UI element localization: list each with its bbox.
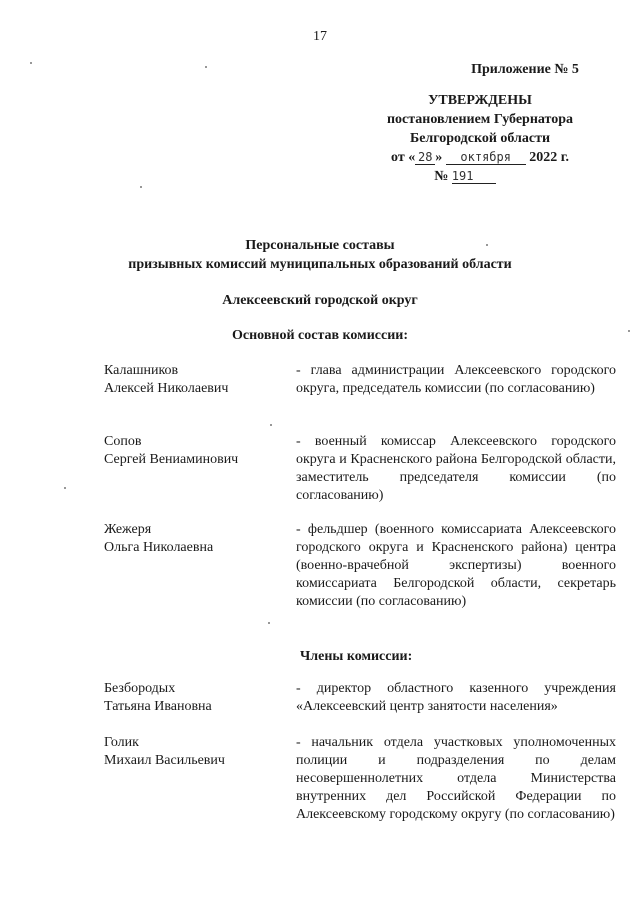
approval-number [330, 167, 630, 186]
member-name [104, 521, 284, 557]
title-line-2: призывных комиссий муниципальных образований области [128, 257, 512, 272]
number-prefix: № [434, 169, 449, 184]
member-name [104, 433, 284, 469]
member-surname: Голик [104, 735, 139, 750]
member-given-names: Алексей Николаевич [104, 381, 229, 396]
approval-line-1: постановлением Губернатора [386, 112, 574, 127]
scan-speck [628, 330, 630, 332]
member-role: - фельдшер (военного комиссариата Алексеевского городского округа и Красненского района) центра (военно-врачебной экспертизы) военного комиссариата Белгородской области, секретарь комиссии (по согласованию) [296, 522, 616, 609]
main-composition-heading: Основной состав комиссии: [232, 328, 408, 343]
member-role: - директор областного казенного учреждения «Алексеевский центр занятости населения» [296, 681, 616, 714]
approval-block [330, 60, 630, 186]
scan-speck [268, 622, 270, 624]
annex-label: Приложение № 5 [471, 62, 579, 77]
scan-speck [486, 244, 488, 246]
member-surname: Безбородых [104, 681, 176, 696]
member-given-names: Ольга Николаевна [104, 540, 214, 555]
approved-heading: УТВЕРЖДЕНЫ [428, 93, 532, 108]
district-heading: Алексеевский городской округ [222, 293, 418, 308]
member-given-names: Татьяна Ивановна [104, 699, 212, 714]
number-value: 191 [452, 169, 496, 184]
member-surname: Калашников [104, 363, 179, 378]
member-name [104, 734, 284, 770]
member-name [104, 680, 284, 716]
scan-speck [64, 487, 66, 489]
member-role: - начальник отдела участковых уполномоченных полиции и подразделения по делам несовершеннолетних отдела Министерства внутренних дел Российской Федерации по Алексеевскому городскому округу (по согласованию) [296, 735, 616, 822]
member-name [104, 362, 284, 398]
title-line-1: Персональные составы [245, 238, 395, 253]
member-surname: Сопов [104, 434, 142, 449]
approval-date [330, 148, 630, 167]
date-year: 2022 г. [529, 150, 569, 165]
scan-speck [270, 424, 272, 426]
document-title [0, 236, 640, 274]
page-number: 17 [313, 29, 327, 44]
scan-speck [205, 66, 207, 68]
approval-line-2: Белгородской области [409, 131, 551, 146]
member-surname: Жежеря [104, 522, 152, 537]
members-heading: Члены комиссии: [300, 649, 413, 664]
scan-speck [140, 186, 142, 188]
member-given-names: Сергей Вениаминович [104, 452, 239, 467]
date-prefix: от « [391, 150, 416, 165]
date-mid: » [435, 150, 443, 165]
member-role: - глава администрации Алексеевского городского округа, председатель комиссии (по согласованию) [296, 363, 616, 396]
date-day: 28 [415, 150, 435, 165]
date-month: октября [446, 150, 526, 165]
member-role: - военный комиссар Алексеевского городского округа и Красненского района Белгородской области, заместитель председателя комиссии (по согласованию) [296, 434, 616, 503]
member-given-names: Михаил Васильевич [104, 753, 225, 768]
scan-speck [30, 62, 32, 64]
